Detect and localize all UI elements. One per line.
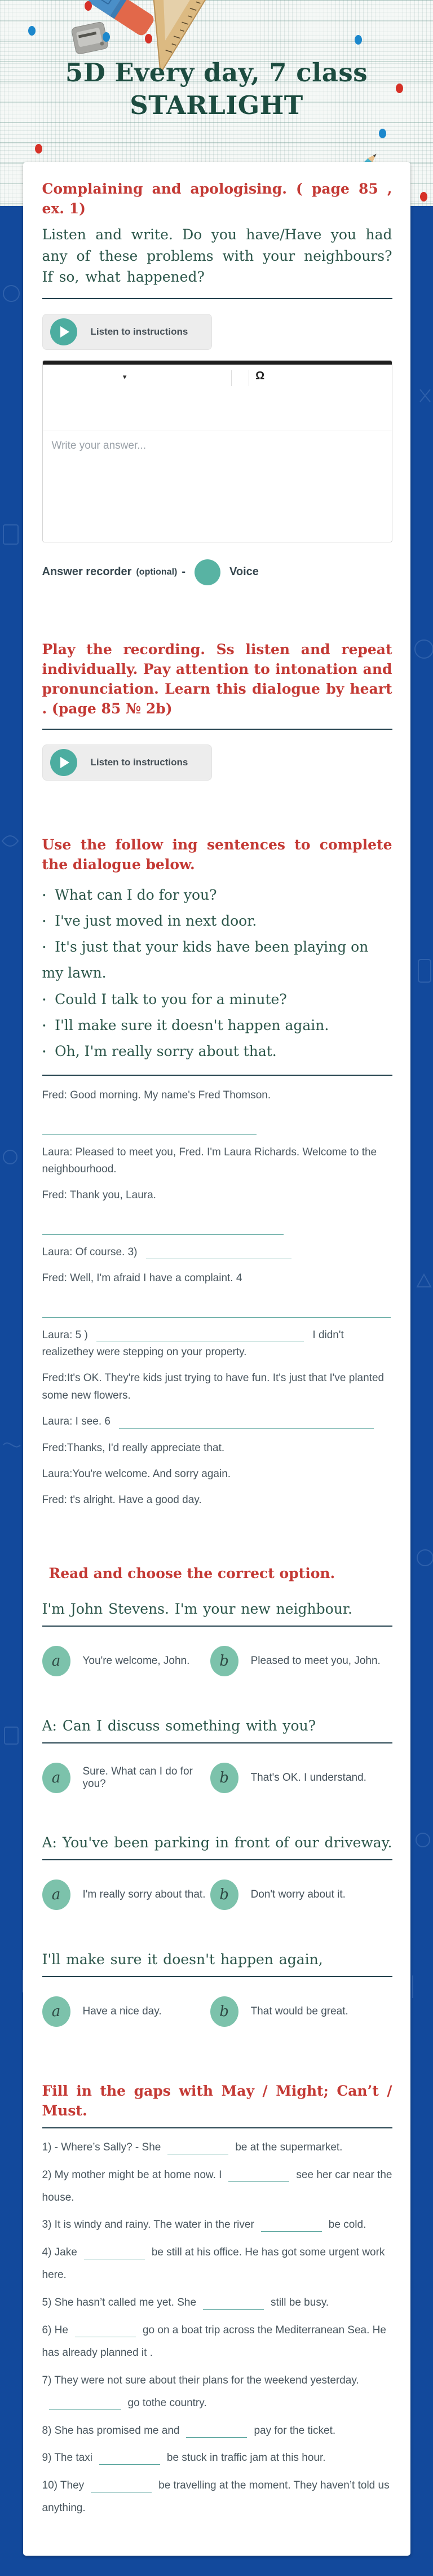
answer-blank[interactable] [99,2451,160,2465]
dialogue-line: Fred: Thank you, Laura. [42,1189,156,1202]
gap-item-text: be at the supermarket. [235,2141,343,2153]
gap-item-text: 4) Jake [42,2246,77,2259]
answer-blank[interactable] [42,1121,257,1135]
option-a-label: Have a nice day. [82,2005,162,2017]
gap-item-text: be travelling at the moment. They haven’t told us anything. [42,2479,390,2514]
answer-blank[interactable] [75,2324,136,2337]
dialogue-text: Laura: I see. 6 [42,1416,111,1428]
task3-heading: Use the follow ing sentences to complete the dialogue below. [42,836,392,873]
option-b[interactable] [210,1763,366,1793]
mcq-question-2 [42,1716,392,1793]
question-divider [42,2127,392,2128]
option-b-circle[interactable]: b [210,1880,238,1910]
task5-heading: Fill in the gaps with May / Might; Can’t / Must. [42,2082,392,2119]
dialogue-line: Fred: Good morning. My name's Fred Thomson. [42,1089,271,1102]
listen-to-instructions-button[interactable] [42,744,213,781]
option-a[interactable] [42,1646,210,1676]
listen-to-instructions-button[interactable] [42,314,213,350]
paragraph-dropdown-caret-icon[interactable]: ▾ [122,372,127,381]
dot-decoration [145,34,152,43]
gap-item [42,2164,392,2209]
gap-item [42,2447,392,2469]
answer-blank[interactable] [42,1304,391,1318]
option-a[interactable] [42,1996,210,2027]
gap-item-text: pay for the ticket. [254,2424,336,2437]
answer-blank[interactable] [261,2218,322,2232]
answer-blank[interactable] [167,2141,228,2154]
option-b-circle[interactable]: b [210,1996,238,2027]
voice-label: Voice [229,566,259,578]
page-title-line2: STARLIGHT [130,90,303,120]
dialogue-text: I didn't realizethey were stepping on your property. [42,1329,344,1358]
toolbar-separator [231,370,232,386]
dialogue-line [42,1327,392,1361]
answer-blank[interactable] [228,2168,289,2182]
option-b-label: Pleased to meet you, John. [250,1654,381,1667]
sentence-option: • I'll make sure it doesn't happen again. [42,1013,392,1039]
answer-blank[interactable] [91,2479,152,2492]
question-divider [42,1742,392,1743]
gap-item [42,2474,392,2520]
gap-item [42,2292,392,2314]
mcq-question-text: I'm John Stevens. I'm your new neighbour. [42,1600,352,1617]
option-b[interactable] [210,1646,381,1676]
dot-decoration [85,1,92,11]
question-divider [42,729,392,730]
mcq-question-4 [42,1949,392,2027]
gap-item [42,2319,392,2364]
recorder-label: Answer recorder [42,566,132,578]
sentence-option: • It's just that your kids have been playing on my lawn. [42,934,392,987]
gap-item-text: 2) My mother might be at home now. I [42,2168,222,2181]
task-3-complete-dialogue [42,835,392,1509]
gap-item-text: 10) They [42,2479,85,2492]
question-divider [42,298,392,299]
task-5-fill-gaps [42,2081,392,2520]
dot-decoration [355,35,362,45]
dot-decoration [35,144,42,154]
gap-item-text: still be busy. [271,2297,329,2309]
worksheet-card [23,162,410,2556]
dot-decoration [379,129,386,138]
dialogue-line: Fred:It's OK. They're kids just trying to have fun. It's just that I've planted some new flowers. [42,1372,385,1401]
dialogue-text: Laura: Of course. 3) [42,1246,138,1258]
dialogue-line: Fred:Thanks, I'd really appreciate that. [42,1442,225,1454]
mcq-question-text: A: Can I discuss something with you? [42,1717,316,1734]
answer-blank[interactable] [84,2246,145,2259]
option-a-circle[interactable]: a [42,1763,70,1793]
play-icon [50,749,77,776]
gap-item [42,2241,392,2286]
task-1-listen-and-write [42,179,392,585]
dialogue-fill-in [42,1087,392,1509]
question-divider [42,1075,392,1076]
answer-placeholder: Write your answer... [51,439,147,452]
task-4-choose-option [42,1563,392,2027]
gap-item-text: 9) The taxi [42,2452,92,2464]
gap-item-text: 5) She hasn’t called me yet. She [42,2297,197,2309]
mcq-question-1 [42,1599,392,1676]
recorder-dash: - [182,566,186,578]
dialogue-text: Laura: 5 ) [42,1329,88,1341]
answer-blank[interactable] [96,1329,304,1342]
option-a-circle[interactable]: a [42,1646,70,1676]
question-divider [42,1859,392,1860]
option-b-circle[interactable]: b [210,1646,238,1676]
dot-decoration [420,192,427,201]
gap-item [42,2369,392,2415]
sentence-options-list [42,882,392,1065]
gap-item-text: go on a boat trip across the Mediterranean Sea. He has already planned it . [42,2324,386,2359]
option-a-label: You're welcome, John. [82,1654,190,1667]
sentence-option: • Could I talk to you for a minute? [42,987,392,1013]
gap-item [42,2214,392,2236]
dialogue-line: Laura: Pleased to meet you, Fred. I'm Laura Richards. Welcome to the neighbourhood. [42,1146,377,1176]
question-divider [42,1976,392,1977]
gap-item-text: 3) It is windy and rainy. The water in the river [42,2219,254,2231]
answer-blank[interactable] [146,1246,291,1259]
mcq-question-text: I'll make sure it doesn't happen again, [42,1951,323,1968]
task-2-play-recording [42,639,392,781]
recorder-optional-label: (optional) [136,567,178,577]
answer-blank[interactable] [49,2397,121,2410]
audio-button-label: Listen to instructions [90,326,188,337]
gap-item-text: be still at his office. He has got some urgent work here. [42,2246,385,2281]
option-b-circle[interactable]: b [210,1763,238,1793]
audio-button-label: Listen to instructions [90,756,188,768]
sentence-option: • What can I do for you? [42,882,392,908]
option-a-label: Sure. What can I do for you? [82,1765,193,1790]
task2-instruction: Play the recording. Ss listen and repeat individually. Pay attention to intonation and pronunciation. Learn this dialogue by heart . (page 85 № 2b) [42,641,392,717]
gap-item-text: 1) - Where’s Sally? - She [42,2141,161,2153]
gap-item [42,2136,392,2159]
sentence-option: • Oh, I'm really sorry about that. [42,1039,392,1064]
answer-blank[interactable] [203,2296,264,2310]
dot-decoration [103,32,110,42]
option-b[interactable] [210,1996,348,2027]
option-b-label: That's OK. I understand. [250,1771,366,1784]
voice-record-button[interactable] [195,559,220,585]
task1-question: Listen and write. Do you have/Have you had any of these problems with your neighbours? If so, what happened? [42,226,392,285]
dialogue-line: Laura:You're welcome. And sorry again. [42,1467,231,1480]
mcq-question-text: A: You've been parking in front of our driveway. [42,1834,392,1851]
page-title-line1: 5D Every day, 7 class [65,58,368,87]
dialogue-line [42,1244,392,1261]
question-divider [42,1626,392,1627]
special-character-omega-button[interactable]: Ω [255,369,265,382]
answer-blank[interactable] [186,2424,247,2438]
gap-fill-items [42,2136,392,2520]
option-a-circle[interactable]: a [42,1880,70,1910]
editor-top-bar [43,361,392,365]
option-a[interactable] [42,1880,210,1910]
answer-blank[interactable] [119,1415,374,1429]
gap-item-text: 6) He [42,2324,68,2336]
option-a-label: I'm really sorry about that. [82,1888,206,1900]
task4-heading: Read and choose the correct option. [48,1565,335,1581]
gap-item-text: 8) She has promised me and [42,2424,180,2437]
option-b-label: That would be great. [250,2005,348,2017]
gap-item [42,2420,392,2442]
sentence-option: • I've just moved in next door. [42,908,392,934]
task1-heading: Complaining and apologising. ( page 85 , ex. 1) [42,181,392,217]
answer-editor [42,360,392,542]
gap-item-text: be cold. [328,2219,366,2231]
answer-textarea[interactable] [43,431,392,542]
dialogue-line: Fred: Well, I'm afraid I have a complaint. 4 [42,1272,242,1285]
answer-blank[interactable] [42,1221,284,1235]
dot-decoration [28,26,36,36]
option-b[interactable] [210,1880,346,1910]
option-a-circle[interactable]: a [42,1996,70,2027]
gap-item-text: see her car near the house. [42,2168,392,2203]
play-icon [50,318,77,345]
gap-item-text: 7) They were not sure about their plans for the weekend yesterday. [42,2374,359,2386]
gap-item-text: be stuck in traffic jam at this hour. [166,2452,326,2464]
option-a[interactable] [42,1763,210,1793]
page-title [0,56,433,121]
answer-recorder-row [42,559,392,585]
editor-toolbar [43,365,392,431]
gap-item-text: go tothe country. [127,2397,207,2409]
dialogue-line: Fred: t's alright. Have a good day. [42,1494,202,1506]
mcq-question-3 [42,1833,392,1910]
option-b-label: Don't worry about it. [250,1888,346,1900]
dialogue-line [42,1413,392,1430]
